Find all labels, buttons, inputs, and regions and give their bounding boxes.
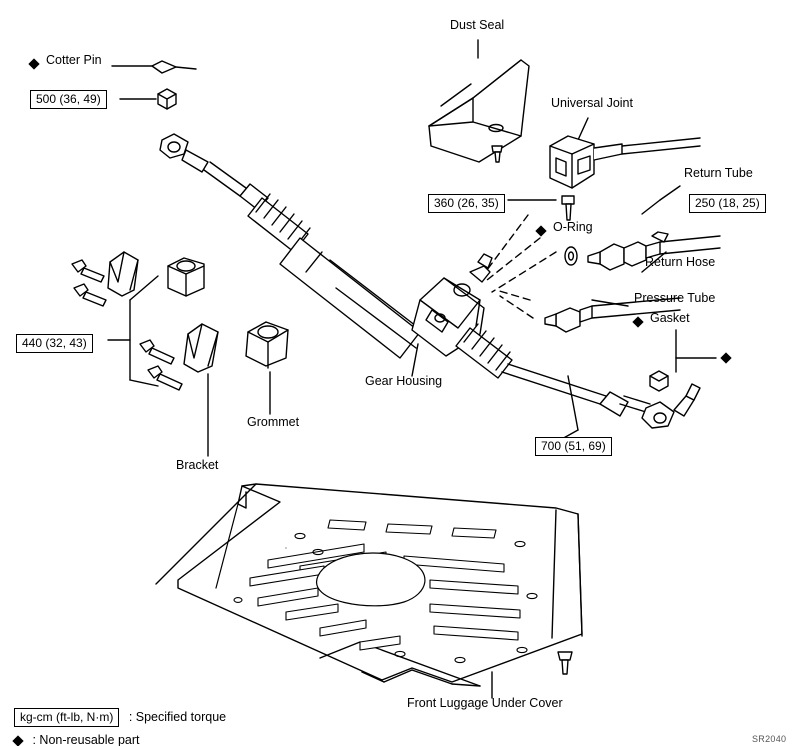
bracket-lower <box>184 324 218 372</box>
label-return-tube: Return Tube <box>684 166 753 180</box>
torque-spec-700: 700 (51, 69) <box>535 437 612 456</box>
tie-rod-end-right <box>642 384 700 428</box>
bolt-lower-1 <box>140 340 174 364</box>
legend-nonreusable-row <box>14 733 140 746</box>
dust-seal-bolt <box>492 146 502 162</box>
cotter-pin-part <box>152 61 176 73</box>
figure-code: SR2040 <box>752 734 787 744</box>
label-front-luggage-under-cover: Front Luggage Under Cover <box>407 696 563 710</box>
bolt-upper-1 <box>72 260 104 282</box>
leader-gear-housing <box>412 344 418 376</box>
tie-rod-right <box>502 364 650 416</box>
lower-nut-right <box>650 371 668 391</box>
legend-torque-unit: kg-cm (ft-lb, N·m) <box>14 708 119 727</box>
leader-universal-joint <box>578 118 588 140</box>
grommet-lower <box>246 322 288 368</box>
label-o-ring: O-Ring <box>553 220 593 234</box>
label-bracket: Bracket <box>176 458 219 472</box>
label-gasket: Gasket <box>650 311 690 325</box>
torque-spec-440: 440 (32, 43) <box>16 334 93 353</box>
o-ring-part <box>565 247 577 265</box>
torque-spec-500: 500 (36, 49) <box>30 90 107 109</box>
dust-seal-part <box>429 60 529 162</box>
diamond-marker-legend <box>12 735 23 746</box>
label-pressure-tube: Pressure Tube <box>634 291 716 305</box>
grommet-upper <box>168 258 204 296</box>
leader-torque-700 <box>568 376 578 430</box>
label-cotter-pin: Cotter Pin <box>46 53 102 67</box>
torque-spec-360: 360 (26, 35) <box>428 194 505 213</box>
bolt-upper-2 <box>74 284 106 306</box>
bolt-lower-2 <box>148 366 182 390</box>
universal-joint-bolt <box>562 196 574 220</box>
legend-torque-desc: : Specified torque <box>128 710 227 724</box>
torque-spec-250: 250 (18, 25) <box>689 194 766 213</box>
bracket-group-arm-2 <box>130 380 158 386</box>
tie-rod-end-left <box>160 134 208 172</box>
under-cover-bolt <box>558 652 572 674</box>
gear-housing-tube <box>280 238 420 358</box>
leader-return-tube-2 <box>642 200 660 214</box>
cotter-pin-tail <box>176 67 196 69</box>
legend-nonreusable-desc: : Non-reusable part <box>32 733 140 746</box>
front-luggage-under-cover-part <box>156 484 582 686</box>
leader-return-tube <box>660 186 680 200</box>
label-universal-joint: Universal Joint <box>551 96 633 110</box>
tie-rod-nut-top <box>158 89 176 109</box>
label-dust-seal: Dust Seal <box>450 18 505 32</box>
label-gear-housing: Gear Housing <box>365 374 443 388</box>
universal-joint-part <box>550 136 700 188</box>
legend-torque-row <box>14 708 226 727</box>
bracket-upper <box>108 252 138 296</box>
label-grommet: Grommet <box>247 415 300 429</box>
label-return-hose: Return Hose <box>645 255 716 269</box>
